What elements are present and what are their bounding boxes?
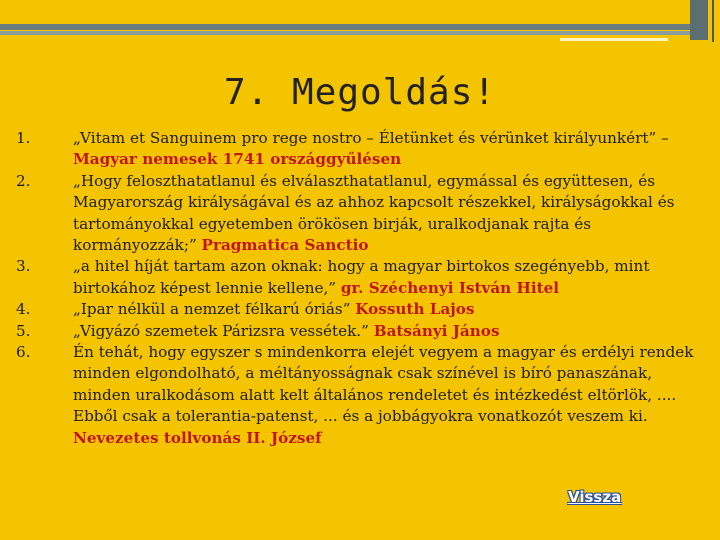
item-number: 5. bbox=[16, 321, 31, 340]
list-item bbox=[16, 321, 712, 342]
item-number: 3. bbox=[16, 257, 31, 276]
list-item bbox=[16, 256, 712, 299]
item-answer: gr. Széchenyi István Hitel bbox=[340, 278, 560, 297]
header-decoration-bar-secondary bbox=[0, 31, 690, 35]
item-number: 6. bbox=[16, 343, 31, 362]
item-quote: „Hogy feloszthatatlanul és elválaszthatatlanul, egymással és együttesen, és Magyarország királyságával és az ahhoz kapcsolt részekkel, királyságokkal és tartományokkal egyetemben örökösen birják, uralkodjanak rajta és kormányozzák;” bbox=[73, 171, 675, 255]
corner-decoration-line bbox=[712, 0, 714, 42]
solution-list bbox=[16, 128, 712, 449]
back-link[interactable]: Vissza bbox=[568, 488, 622, 506]
header-decoration-bar bbox=[0, 24, 690, 30]
item-quote: Én tehát, hogy egyszer s mindenkorra elejét vegyem a magyar és erdélyi rendek minden elgondolható, a méltányosságnak csak színével is bíró panaszának, minden uralkodásom alatt kelt általános rendeletet és intézkedést eltörlök, .... Ebből csak a tolerantia-patenst, ... és a jobbágyokra vonatkozót veszem ki. bbox=[73, 343, 694, 426]
item-answer: Kossuth Lajos bbox=[355, 300, 475, 319]
item-answer: Magyar nemesek 1741 országgyűlésen bbox=[73, 150, 402, 169]
corner-decoration bbox=[690, 0, 708, 40]
item-answer: Nevezetes tollvonás II. József bbox=[73, 428, 322, 447]
list-item bbox=[16, 171, 712, 257]
item-quote: „Ipar nélkül a nemzet félkarú óriás” bbox=[73, 300, 356, 319]
item-number: 2. bbox=[16, 171, 31, 190]
item-answer: Pragmatica Sanctio bbox=[201, 236, 369, 255]
item-number: 1. bbox=[16, 129, 31, 147]
list-item bbox=[16, 128, 712, 171]
slide-title: 7. Megoldás! bbox=[223, 72, 497, 113]
list-item bbox=[16, 299, 712, 320]
item-number: 4. bbox=[16, 300, 31, 319]
item-quote: „Vigyázó szemetek Párizsra vessétek.” bbox=[73, 321, 374, 340]
item-quote: „Vitam et Sanguinem pro rege nostro – Életünket és vérünket királyunkért” – bbox=[73, 129, 669, 147]
item-quote: „a hitel híját tartam azon oknak: hogy a magyar birtokos szegényebb, mint birtokához képest lennie kellene,” bbox=[73, 257, 650, 297]
item-answer: Batsányi János bbox=[373, 321, 500, 340]
top-band bbox=[0, 0, 720, 22]
list-item bbox=[16, 342, 712, 449]
header-decoration-accent bbox=[560, 38, 668, 41]
